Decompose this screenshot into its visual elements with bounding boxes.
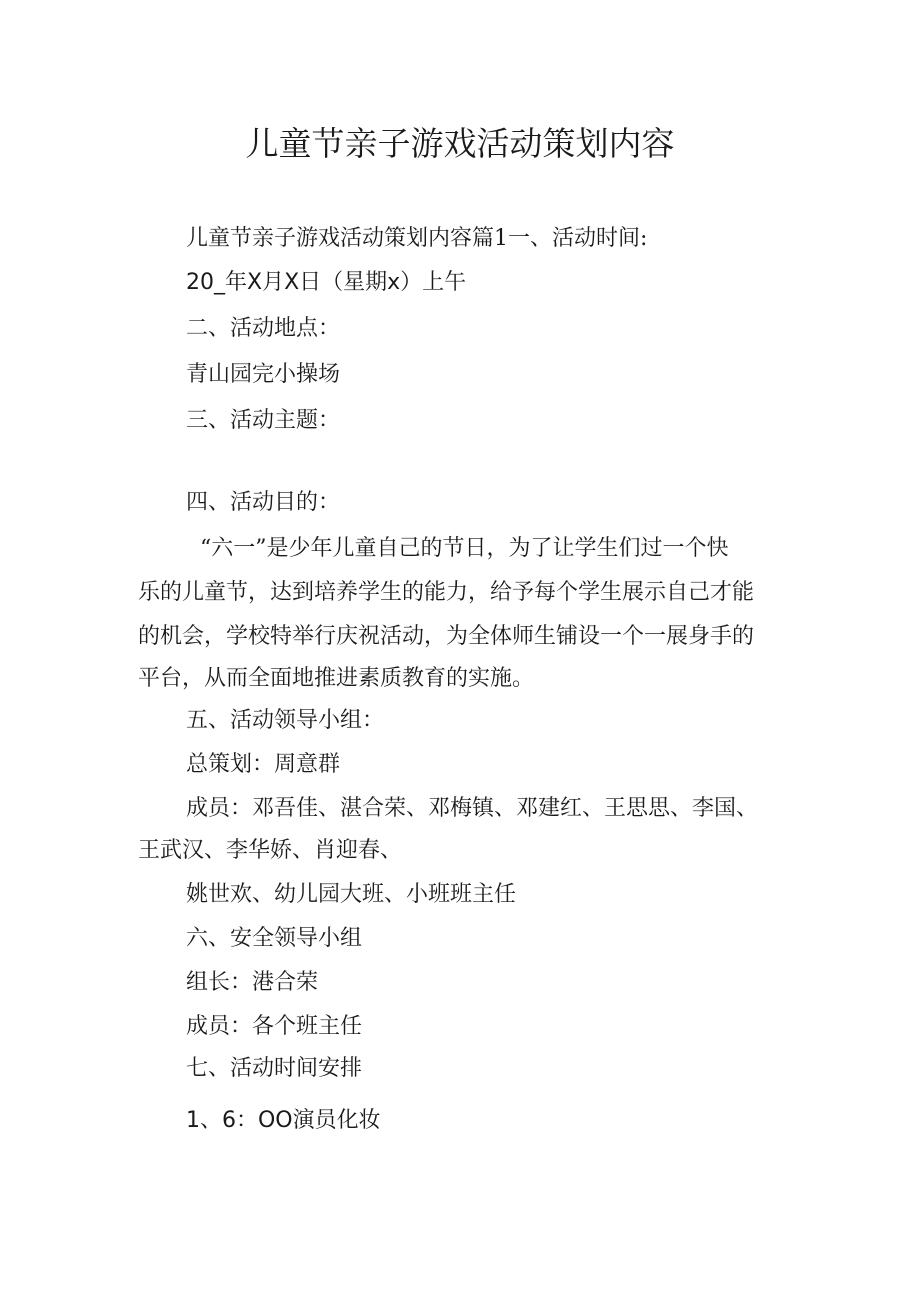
- text-line-heading-time: 儿童节亲子游戏活动策划内容篇1一、活动时间:: [186, 226, 648, 251]
- text-line-heading-safety: 六、安全领导小组: [186, 926, 363, 951]
- document-title: 儿童节亲子游戏活动策划内容: [245, 124, 675, 163]
- text-line-schedule-1: 1、6：OO演员化妆: [186, 1108, 381, 1133]
- text-line-purpose-1: “六一”是少年儿童自己的节日，为了让学生们过一个快: [200, 536, 729, 561]
- text-line-purpose-3: 的机会，学校特举行庆祝活动，为全体师生铺设一个一展身手的: [138, 624, 755, 649]
- text-line-heading-theme: 三、活动主题：: [186, 408, 341, 433]
- text-line-location: 青山园完小操场: [186, 362, 341, 387]
- text-line-purpose-4: 平台，从而全面地推进素质教育的实施。: [138, 666, 535, 691]
- text-line-purpose-2: 乐的儿童节，达到培养学生的能力，给予每个学生展示自己才能: [138, 580, 755, 605]
- text-line-members-2: 王武汉、李华娇、肖迎春、: [138, 838, 403, 863]
- text-line-heading-schedule: 七、活动时间安排: [186, 1056, 363, 1081]
- text-line-heading-location: 二、活动地点：: [186, 316, 341, 341]
- text-line-members-1: 成员：邓吾佳、湛合荣、邓梅镇、邓建红、王思思、李国、: [186, 796, 759, 821]
- text-line-date: 20_年X月X日（星期x）上午: [186, 270, 467, 295]
- text-line-planner: 总策划：周意群: [186, 752, 341, 777]
- text-line-safety-members: 成员：各个班主任: [186, 1014, 363, 1039]
- text-line-safety-leader: 组长：港合荣: [186, 970, 319, 995]
- text-line-heading-purpose: 四、活动目的：: [186, 490, 341, 515]
- text-line-members-3: 姚世欢、幼儿园大班、小班班主任: [186, 882, 517, 907]
- text-line-heading-leadership: 五、活动领导小组：: [186, 708, 385, 733]
